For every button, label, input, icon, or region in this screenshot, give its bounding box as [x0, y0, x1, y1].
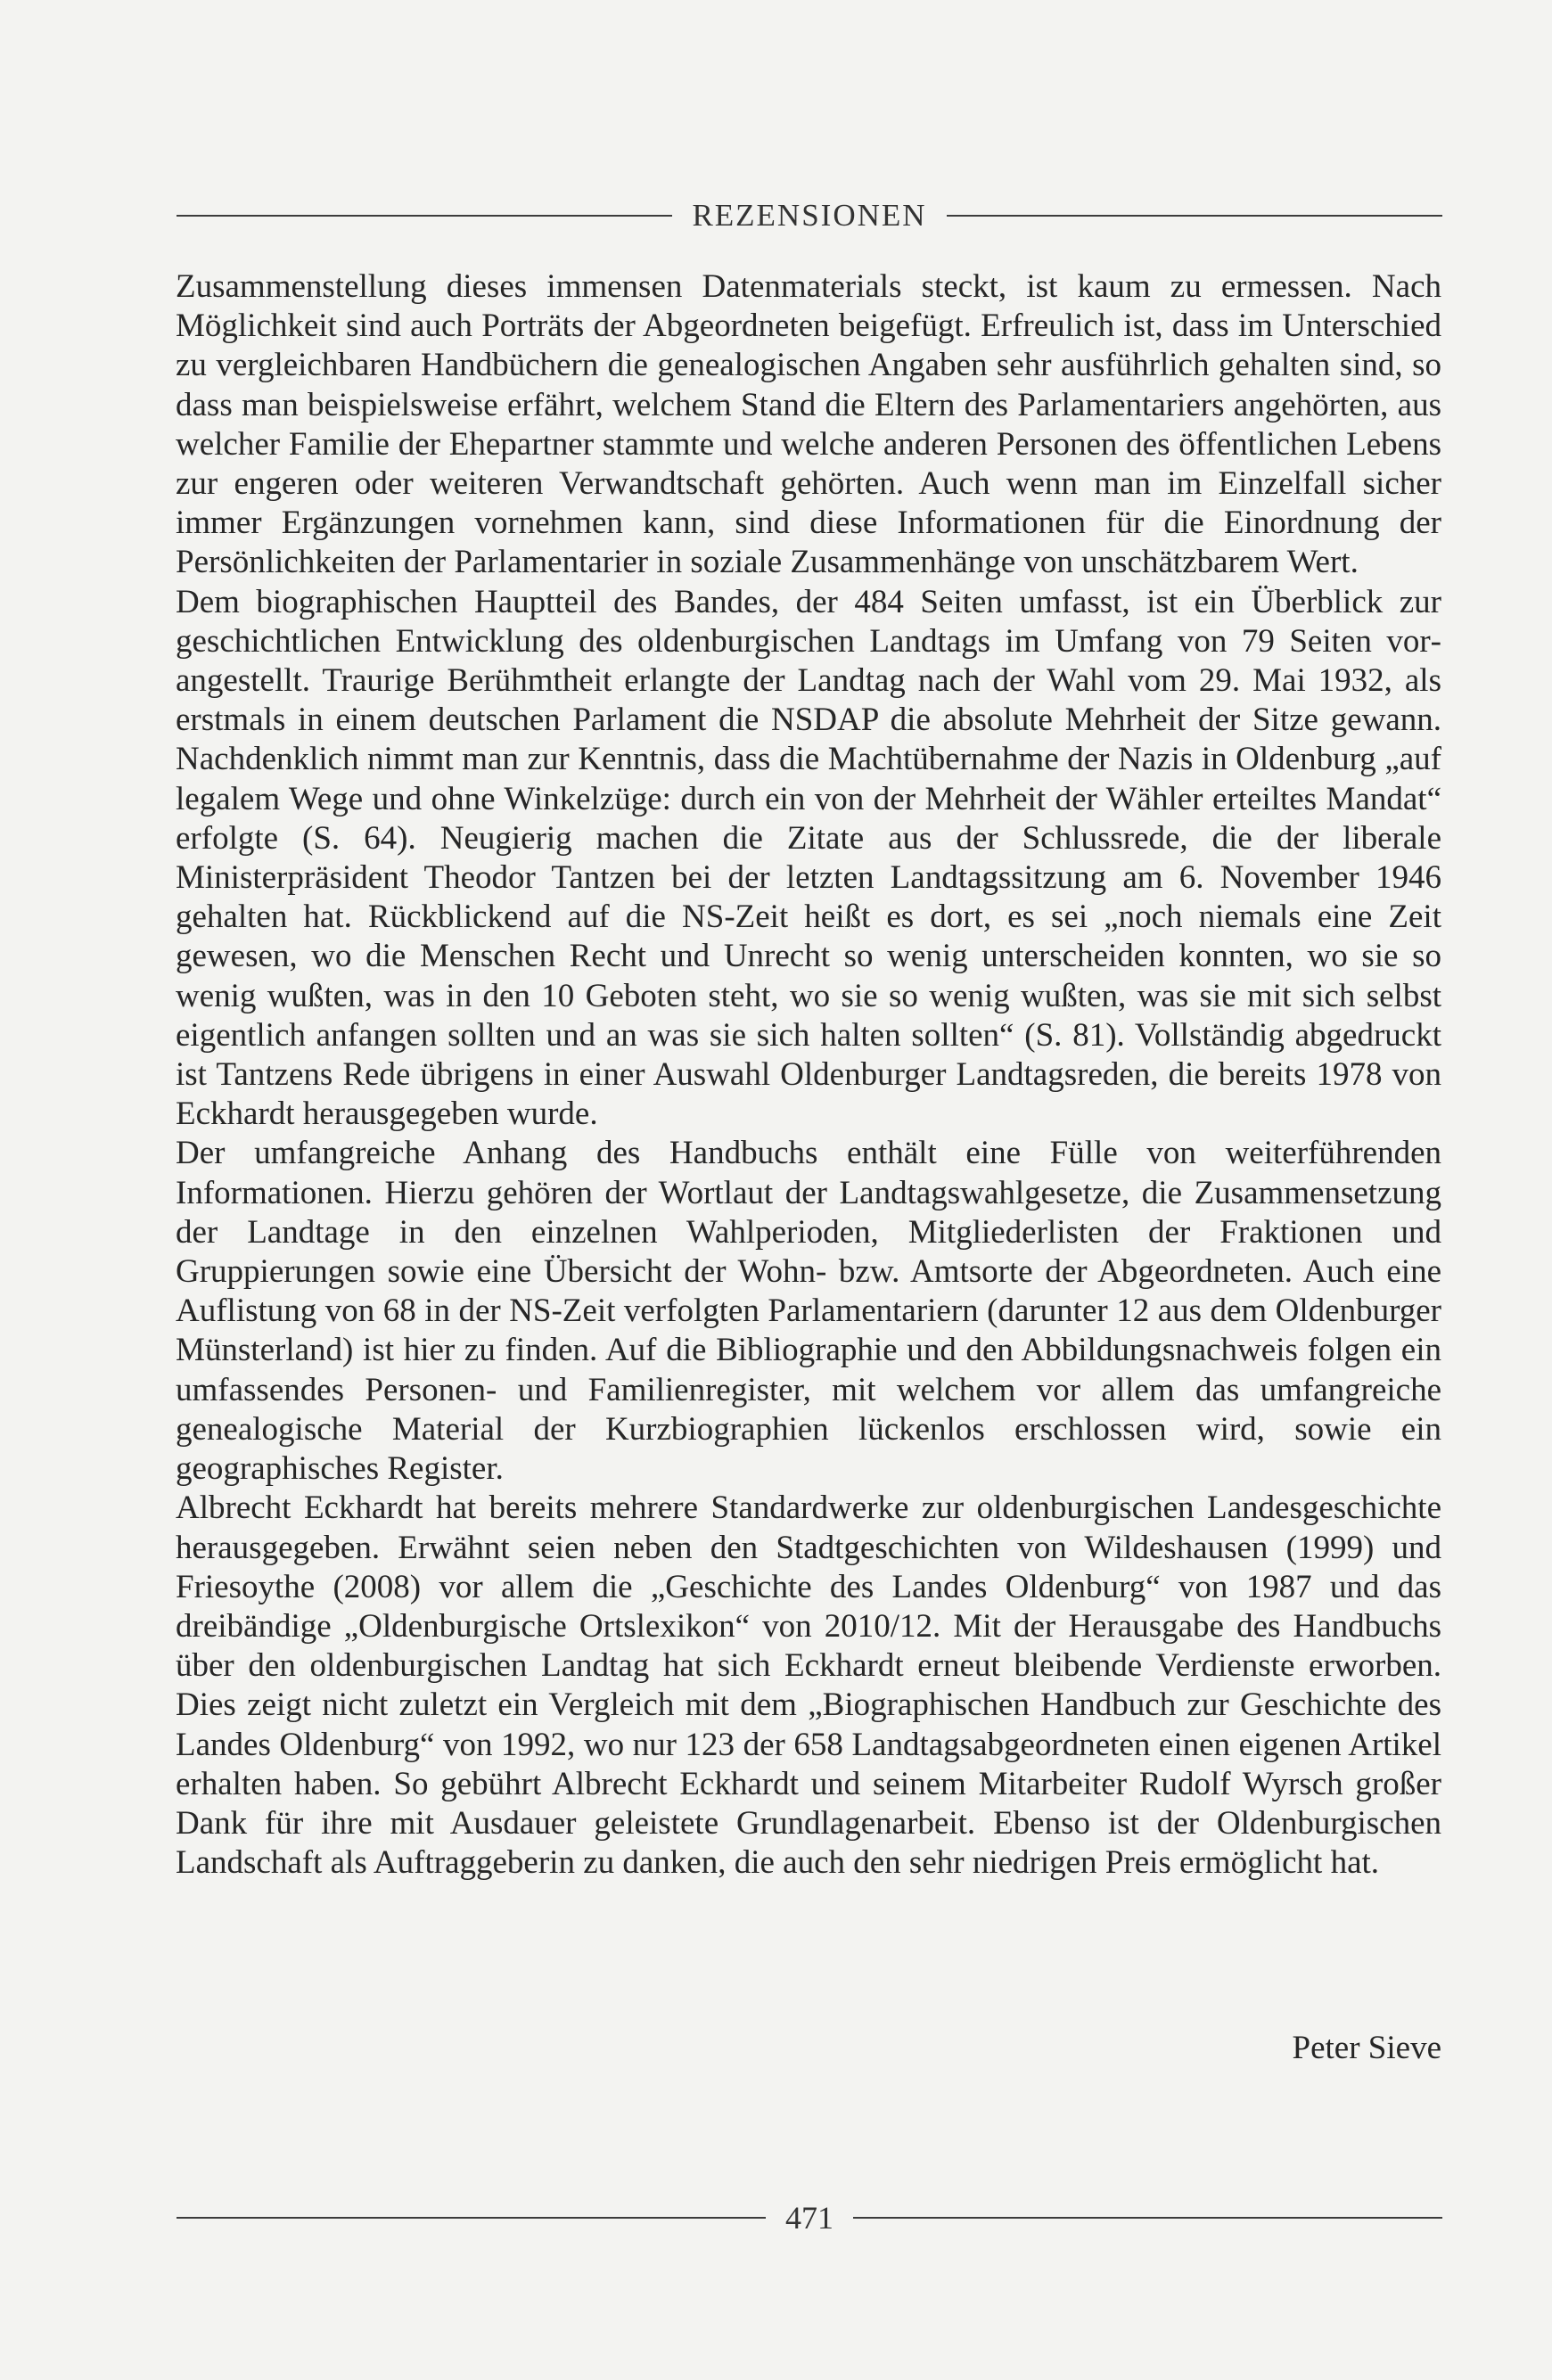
header-rule-right [947, 215, 1442, 217]
paragraph: Dem biographischen Hauptteil des Bandes, der 484 Seiten umfasst, ist ein Überblick zur geschichtlichen Entwicklung des oldenburgischen Landtags im Umfang von 79 Seiten vorangestellt. Traurige Berühmtheit erlangte der Landtag nach der Wahl vom 29. Mai 1932, als erstmals in einem deutschen Parlament die NSDAP die absolute Mehrheit der Sitze gewann. Nachdenklich nimmt man zur Kenntnis, dass die Machtübernahme der Nazis in Oldenburg „auf legalem Wege und ohne Winkelzüge: durch ein von der Mehrheit der Wähler erteiltes Mandat“ erfolgte (S. 64). Neugierig machen die Zitate aus der Schlussrede, die der liberale Ministerpräsident Theodor Tantzen bei der letzten Landtagssitzung am 6. November 1946 gehalten hat. Rückblickend auf die NS-Zeit heißt es dort, es sei „noch niemals eine Zeit gewesen, wo die Menschen Recht und Unrecht so wenig unterscheiden konnten, wo sie so wenig wußten, was in den 10 Geboten steht, wo sie so wenig wußten, was sie mit sich selbst eigentlich anfangen sollten und an was sie sich halten sollten“ (S. 81). Vollständig abgedruckt ist Tantzens Rede übrigens in einer Auswahl Oldenburger Landtagsreden, die bereits 1978 von Eckhardt herausgegeben wurde. [176, 583, 1441, 1133]
author-signature: Peter Sieve [1292, 2030, 1441, 2066]
running-title: REZENSIONEN [692, 198, 927, 233]
header-rule-left [177, 215, 672, 217]
running-head [177, 189, 1442, 242]
paragraph: Der umfangreiche Anhang des Handbuchs enthält eine Fülle von weiterführenden Informationen. Hierzu gehören der Wortlaut der Landtagswahlgesetze, die Zusammensetzung der Landtage in den einzelnen Wahlperioden, Mitgliederlisten der Fraktionen und Gruppierungen sowie eine Übersicht der Wohn- bzw. Amtsorte der Abgeordneten. Auch eine Auflistung von 68 in der NS-Zeit verfolgten Parlamentariern (darunter 12 aus dem Oldenburger Münsterland) ist hier zu finden. Auf die Bibliographie und den Abbildungsnachweis folgen ein umfassendes Personen- und Familienregister, mit welchem vor allem das umfangreiche genealogische Material der Kurzbiographien lückenlos erschlossen wird, sowie ein geographisches Register. [176, 1135, 1441, 1488]
page-footer [177, 2191, 1442, 2245]
footer-rule-right [853, 2217, 1442, 2219]
paragraph: Albrecht Eckhardt hat bereits mehrere Standardwerke zur oldenburgischen Landesgeschichte herausgegeben. Erwähnt seien neben den Stadtgeschichten von Wildeshausen (1999) und Friesoythe (2008) vor allem die „Geschichte des Landes Oldenburg“ von 1987 und das dreibändige „Oldenburgische Ortslexikon“ von 2010/12. Mit der Herausgabe des Handbuchs über den oldenburgischen Landtag hat sich Eckhardt erneut bleibende Verdienste erworben. Dies zeigt nicht zuletzt ein Vergleich mit dem „Biographischen Handbuch zur Geschichte des Landes Oldenburg“ von 1992, wo nur 123 der 658 Landtagsabgeordneten einen eigenen Artikel erhalten haben. So gebührt Albrecht Eckhardt und seinem Mitarbeiter Rudolf Wyrsch großer Dank für ihre mit Ausdauer geleistete Grundlagenarbeit. Ebenso ist der Oldenburgischen Landschaft als Auftraggeberin zu danken, die auch den sehr niedrigen Preis ermöglicht hat. [176, 1490, 1441, 1882]
review-body [176, 267, 1441, 1883]
footer-rule-left [177, 2217, 766, 2219]
paragraph: Zusammenstellung dieses immensen Datenmaterials steckt, ist kaum zu ermessen. Nach Möglichkeit sind auch Porträts der Abgeordneten beigefügt. Erfreulich ist, dass im Unterschied zu vergleichbaren Handbüchern die genealogischen Angaben sehr ausführlich gehalten sind, so dass man beispielsweise erfährt, welchem Stand die Eltern des Parlamentariers angehörten, aus welcher Familie der Ehepartner stammte und welche anderen Personen des öffentlichen Lebens zur engeren oder weiteren Verwandtschaft gehörten. Auch wenn man im Einzelfall sicher immer Ergänzungen vornehmen kann, sind diese Informationen für die Einordnung der Persönlichkeiten der Parlamentarier in soziale Zusammenhänge von unschätzbarem Wert. [176, 268, 1441, 581]
page-number: 471 [785, 2200, 833, 2236]
